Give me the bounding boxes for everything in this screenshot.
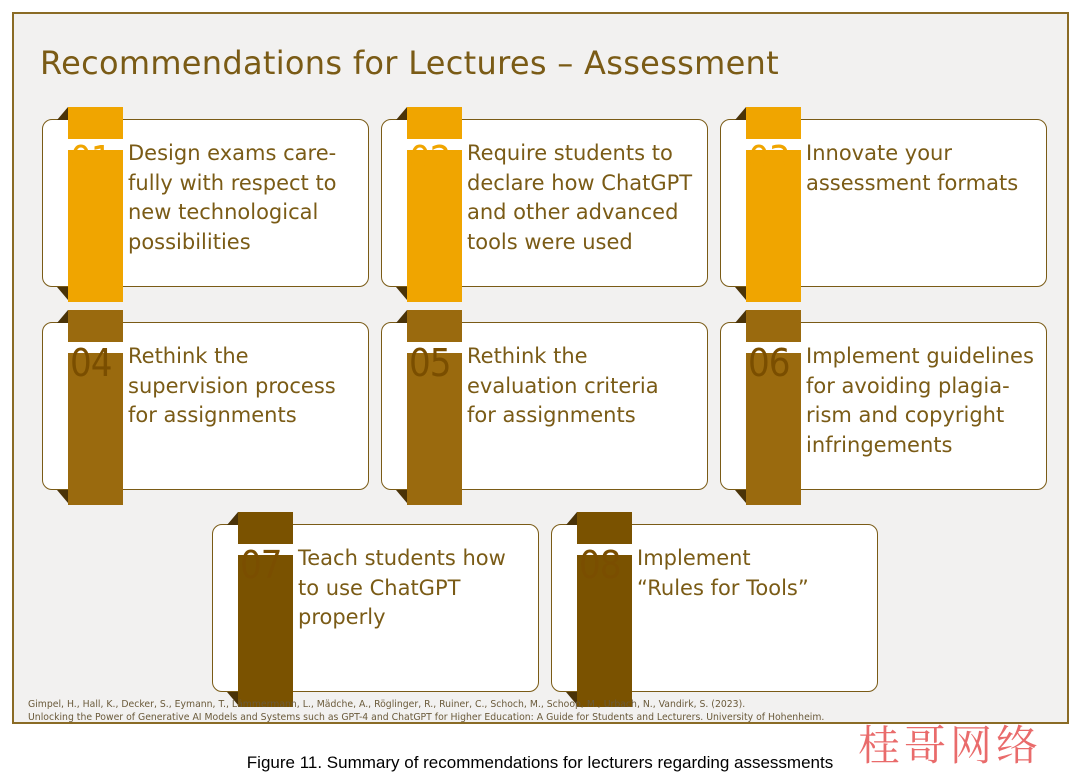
- recommendation-card-08: [551, 512, 878, 707]
- ribbon-fold-bottom: [57, 490, 68, 503]
- card-number: 05: [409, 341, 451, 385]
- recommendation-card-04: [42, 310, 369, 505]
- card-number: 03: [748, 138, 790, 182]
- recommendation-card-05: [381, 310, 708, 505]
- card-text: Design exams care- fully with respect to new technological possibilities: [128, 141, 337, 254]
- card-text: Teach students how to use ChatGPT properly: [298, 546, 506, 629]
- card-text: Implement guidelines for avoiding plagia- rism and copyright infringements: [806, 344, 1034, 457]
- ribbon-fold-bottom: [735, 490, 746, 503]
- card-text: Rethink the evaluation criteria for assignments: [467, 344, 659, 427]
- card-text: Require students to declare how ChatGPT and other advanced tools were used: [467, 141, 693, 254]
- citation-text: Gimpel, H., Hall, K., Decker, S., Eymann, T., Lämmermann, L., Mädche, A., Röglinger, R., Ruiner, C., Schoch, M., Schoop, M., Urbach, N., Vandirk, S. (2023). Unlocking the Power of Generative AI Models and Systems such as GPT-4 and ChatGPT for Higher Education: A Guide for Students and Lecturers. University of Hohenheim.: [28, 699, 825, 723]
- slide-panel: [12, 12, 1069, 724]
- ribbon-top: [238, 512, 293, 544]
- ribbon-fold-bottom: [735, 287, 746, 300]
- recommendation-card-06: [720, 310, 1047, 505]
- ribbon-top: [746, 107, 801, 139]
- card-number: 01: [70, 138, 112, 182]
- ribbon-fold-top: [735, 107, 746, 120]
- ribbon-fold-top: [566, 512, 577, 525]
- card-text: Implement “Rules for Tools”: [637, 546, 809, 600]
- ribbon-fold-top: [396, 310, 407, 323]
- ribbon-fold-bottom: [396, 287, 407, 300]
- ribbon-fold-top: [57, 310, 68, 323]
- card-number: 07: [240, 543, 282, 587]
- ribbon-top: [407, 107, 462, 139]
- watermark-text: 桂哥网络: [858, 721, 1043, 770]
- ribbon-fold-top: [227, 512, 238, 525]
- recommendation-card-01: [42, 107, 369, 302]
- ribbon-top: [68, 310, 123, 342]
- ribbon-fold-bottom: [57, 287, 68, 300]
- ribbon-top: [407, 310, 462, 342]
- card-text: Innovate your assessment formats: [806, 141, 1019, 195]
- card-number: 04: [70, 341, 112, 385]
- card-number: 08: [579, 543, 621, 587]
- ribbon-fold-top: [735, 310, 746, 323]
- recommendation-card-02: [381, 107, 708, 302]
- card-number: 02: [409, 138, 451, 182]
- ribbon-top: [746, 310, 801, 342]
- card-text: Rethink the supervision process for assignments: [128, 344, 336, 427]
- ribbon-top: [68, 107, 123, 139]
- ribbon-fold-top: [57, 107, 68, 120]
- slide-title: Recommendations for Lectures – Assessment: [40, 44, 779, 82]
- ribbon-fold-bottom: [396, 490, 407, 503]
- card-number: 06: [748, 341, 790, 385]
- ribbon-fold-top: [396, 107, 407, 120]
- recommendation-card-07: [212, 512, 539, 707]
- ribbon-top: [577, 512, 632, 544]
- figure-caption: Figure 11. Summary of recommendations for lecturers regarding assessments: [246, 753, 834, 772]
- recommendation-card-03: [720, 107, 1047, 302]
